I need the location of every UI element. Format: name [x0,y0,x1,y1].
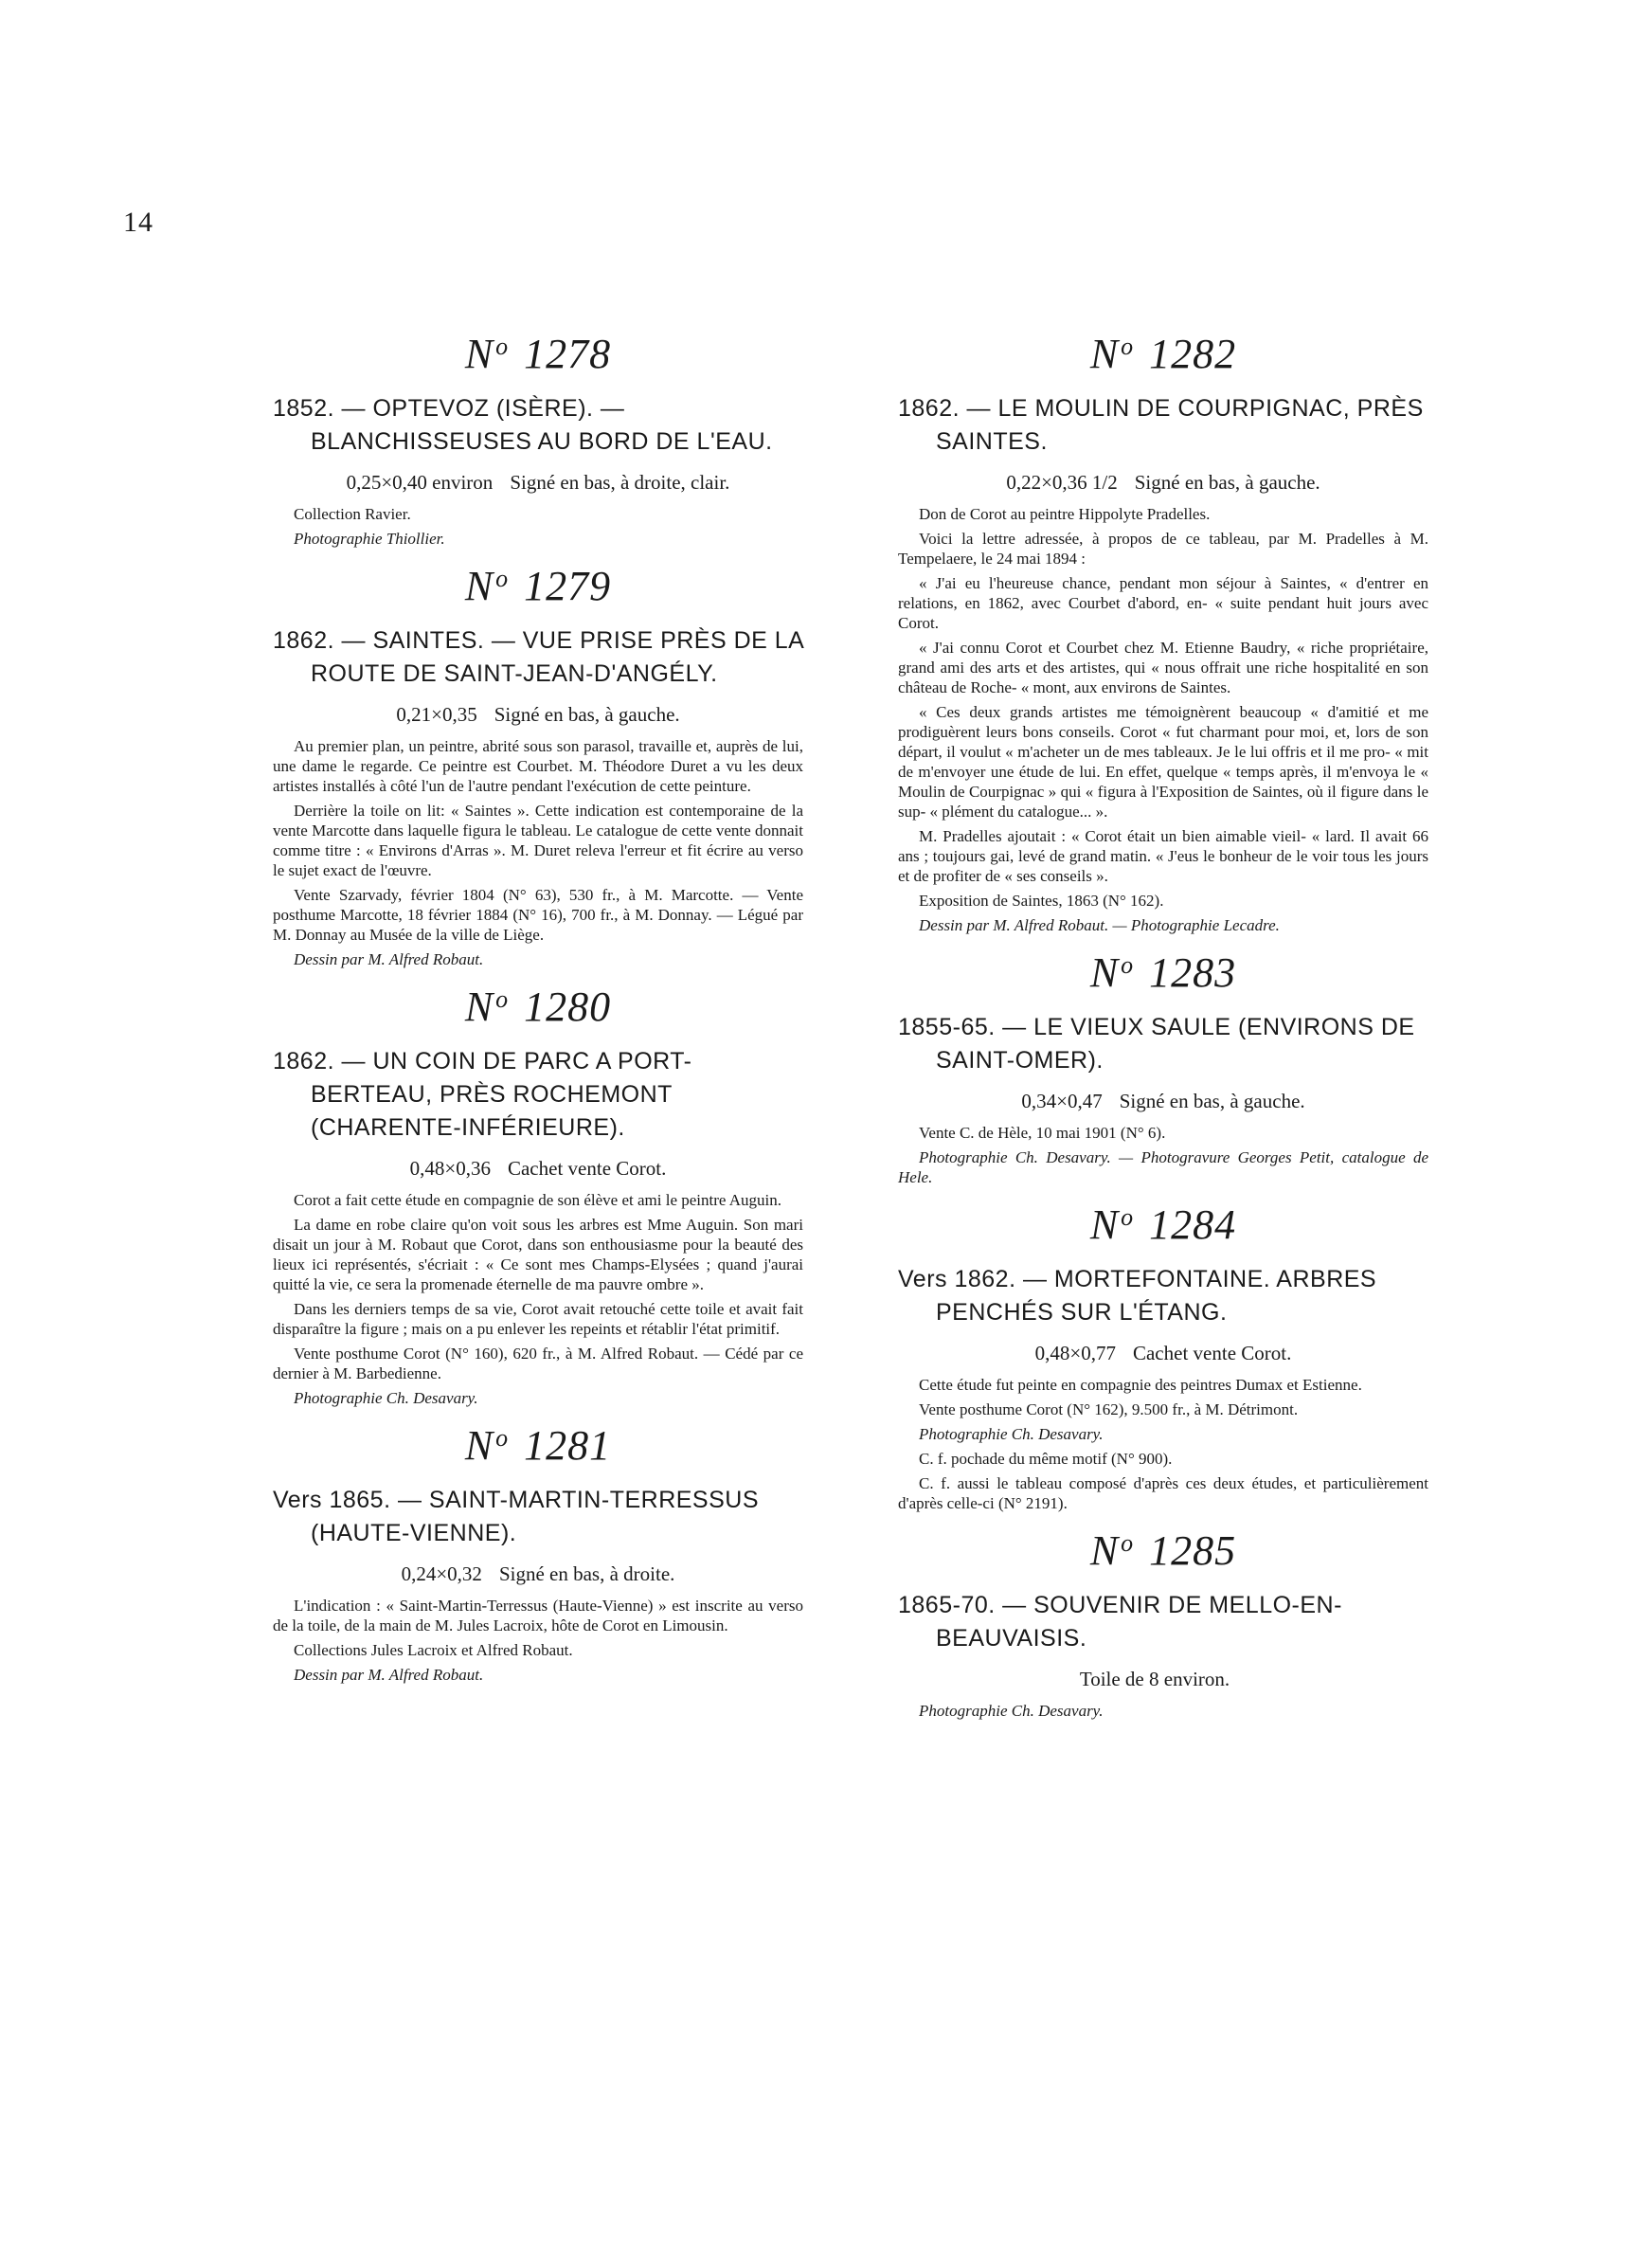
entry-number: $N^o$ 1285 [1089,1527,1237,1574]
entry-credit: Dessin par M. Alfred Robaut. — Photographie Lecadre. [919,916,1280,934]
entry-dimensions: 0,22×0,36 1/2 [1006,471,1118,494]
entry-signature: Signé en bas, à droite, clair. [510,471,730,494]
catalogue-entry [898,331,1428,935]
entry-dimensions-signature [898,1087,1428,1115]
entry-paragraph: L'indication : « Saint-Martin-Terressus (Haute-Vienne) » est inscrite au verso de la toile, de la main de M. Jules Lacroix, hôte de Corot en Limousin. [273,1597,803,1634]
catalogue-entry [898,1527,1428,1721]
entry-paragraph: Vente Szarvady, février 1804 (N° 63), 530 fr., à M. Marcotte. — Vente posthume Marcotte, 18 février 1884 (N° 16), 700 fr., à M. Donnay. — Légué par M. Donnay au Musée de la ville de Liège. [273,886,803,944]
entry-paragraph: « J'ai connu Corot et Courbet chez M. Etienne Baudry, « riche propriétaire, grand ami des arts et des artistes, qui « nous offrait une riche hospitalité en son château de Roche- « mont, aux environs de Saintes. [898,639,1428,696]
entry-paragraph: C. f. pochade du même motif (N° 900). [919,1450,1173,1468]
entry-dimensions: 0,34×0,47 [1021,1090,1103,1112]
entry-title: 1862. — UN COIN DE PARC A PORT-BERTEAU, PRÈS ROCHEMONT (CHARENTE-INFÉRIEURE). [273,1048,692,1141]
entry-signature: Signé en bas, à droite. [498,1562,675,1585]
page-number: 14 [123,207,153,238]
entry-credit: Dessin par M. Alfred Robaut. [294,950,484,968]
entry-paragraph: C. f. aussi le tableau composé d'après ces deux études, et particulièrement d'après celle-ci (N° 2191). [898,1474,1428,1512]
entry-paragraph: « Ces deux grands artistes me témoignèrent beaucoup « d'amitié et me prodiguèrent leurs bons conseils. Corot « fut charmant pour moi, et, lors de son départ, il voulut « m'acheter un de mes tableaux. Je le lui offris et il me pro- « mit de m'envoyer une étude de lui. En effet, quelque « temps après, il m'envoya le « Moulin de Courpignac » qui « figura à l'Exposition de Saintes, où il figure dans le sup- « plément du catalogue... ». [898,703,1428,821]
entry-paragraph: Derrière la toile on lit: « Saintes ». Cette indication est contemporaine de la vente Marcotte dans laquelle figura le tableau. Le catalogue de cette vente donnait comme titre : « Environs d'Arras ». M. Duret releva l'erreur et fit écrire au verso le sujet exact de l'œuvre. [273,802,803,879]
entry-paragraph: Vente C. de Hèle, 10 mai 1901 (N° 6). [919,1124,1166,1142]
entry-paragraph: « J'ai eu l'heureuse chance, pendant mon séjour à Saintes, « d'entrer en relations, en 1862, avec Courbet d'abord, en- « suite pendant huit jours avec Corot. [898,574,1428,632]
catalogue-entry [273,563,803,969]
entry-title: 1865-70. — SOUVENIR DE MELLO-EN-BEAUVAISIS. [898,1592,1342,1652]
entry-signature: Signé en bas, à gauche. [1119,1090,1305,1112]
entry-paragraph: Au premier plan, un peintre, abrité sous son parasol, travaille et, auprès de lui, une dame le regarde. Ce peintre est Courbet. M. Théodore Duret a vu les deux artistes installés à côté l'un de l'autre pendant l'exécution de cette peinture. [273,737,803,795]
entry-credit: Photographie Ch. Desavary. [919,1702,1104,1720]
catalogue-entry [898,949,1428,1187]
entry-dimensions-signature [273,1560,803,1588]
catalogue-entry [273,986,803,1408]
entry-paragraph: Dans les derniers temps de sa vie, Corot avait retouché cette toile et avait fait disparaître la figure ; mais on a pu enlever les repeints et rétablir l'état primitif. [273,1300,803,1338]
entry-signature: Signé en bas, à gauche. [494,703,680,726]
entry-paragraph: Exposition de Saintes, 1863 (N° 162). [919,892,1164,910]
entry-number: $N^o$ 1280 [464,984,612,1030]
entry-dimensions-signature [898,1665,1428,1693]
entry-dimensions: 0,25×0,40 environ [346,471,494,494]
catalogue-entry [898,1201,1428,1513]
entry-title: 1852. — OPTEVOZ (ISÈRE). — BLANCHISSEUSES AU BORD DE L'EAU. [273,395,773,455]
entry-credit: Photographie Ch. Desavary. [919,1425,1104,1443]
entry-paragraph: Don de Corot au peintre Hippolyte Pradelles. [919,505,1211,523]
entry-title: 1862. — SAINTES. — VUE PRISE PRÈS DE LA ROUTE DE SAINT-JEAN-D'ANGÉLY. [273,627,803,687]
entry-credit: Photographie Ch. Desavary. — Photogravure Georges Petit, catalogue de Hele. [898,1148,1428,1186]
entry-dimensions-signature [273,700,803,729]
entry-number: $N^o$ 1283 [1089,949,1237,996]
entry-paragraph: La dame en robe claire qu'on voit sous les arbres est Mme Auguin. Son mari disait un jour à M. Robaut que Corot, dans son enthousiasme pour la beauté des lieux ici représentés, s'écriait : « Ce sont mes Champs-Elysées ; quand j'aurai quitté la vie, ce sera la promenade éternelle de ma pauvre ombre ». [273,1216,803,1293]
entry-dimensions-signature [898,468,1428,497]
entry-credit: Photographie Thiollier. [294,530,445,548]
entry-credit: Photographie Ch. Desavary. [294,1389,478,1407]
entry-credit: Dessin par M. Alfred Robaut. [294,1666,484,1684]
entry-paragraph: Collections Jules Lacroix et Alfred Robaut. [294,1641,573,1659]
entry-paragraph: M. Pradelles ajoutait : « Corot était un bien aimable vieil- « lard. Il avait 66 ans ; toujours gai, levé de grand matin. « J'eus le bonheur de le voir tous les jours et de profiter de « ses conseils ». [898,827,1428,885]
entry-title: 1855-65. — LE VIEUX SAULE (ENVIRONS DE SAINT-OMER). [898,1014,1415,1074]
entry-number: $N^o$ 1278 [464,331,612,377]
entry-dimensions: 0,48×0,36 [409,1157,491,1180]
entry-number: $N^o$ 1282 [1089,331,1237,377]
entry-number: $N^o$ 1284 [1089,1201,1237,1248]
entry-dimensions: Toile de 8 environ. [1079,1668,1230,1690]
entry-title: 1862. — LE MOULIN DE COURPIGNAC, PRÈS SAINTES. [898,395,1424,455]
entry-signature: Cachet vente Corot. [507,1157,667,1180]
entry-dimensions-signature [898,1339,1428,1367]
entry-dimensions-signature [273,1154,803,1183]
catalogue-entry [273,331,803,549]
entry-dimensions-signature [273,468,803,497]
entry-number: $N^o$ 1279 [464,563,612,609]
left-column [273,331,803,1702]
entry-dimensions: 0,24×0,32 [401,1562,482,1585]
entry-paragraph: Collection Ravier. [294,505,411,523]
entry-signature: Cachet vente Corot. [1132,1342,1292,1364]
catalogue-entry [273,1422,803,1685]
entry-paragraph: Vente posthume Corot (N° 160), 620 fr., à M. Alfred Robaut. — Cédé par ce dernier à M. Barbedienne. [273,1345,803,1382]
entry-dimensions: 0,48×0,77 [1034,1342,1116,1364]
entry-title: Vers 1865. — SAINT-MARTIN-TERRESSUS (HAUTE-VIENNE). [273,1487,759,1546]
entry-paragraph: Vente posthume Corot (N° 162), 9.500 fr., à M. Détrimont. [919,1400,1299,1418]
entry-signature: Signé en bas, à gauche. [1134,471,1320,494]
entry-paragraph: Voici la lettre adressée, à propos de ce tableau, par M. Pradelles à M. Tempelaere, le 24 mai 1894 : [898,530,1428,568]
entry-number: $N^o$ 1281 [464,1422,612,1469]
entry-paragraph: Cette étude fut peinte en compagnie des peintres Dumax et Estienne. [919,1376,1362,1394]
right-column [898,331,1428,1738]
entry-paragraph: Corot a fait cette étude en compagnie de son élève et ami le peintre Auguin. [294,1191,782,1209]
entry-dimensions: 0,21×0,35 [396,703,477,726]
entry-title: Vers 1862. — MORTEFONTAINE. ARBRES PENCHÉS SUR L'ÉTANG. [898,1266,1377,1326]
